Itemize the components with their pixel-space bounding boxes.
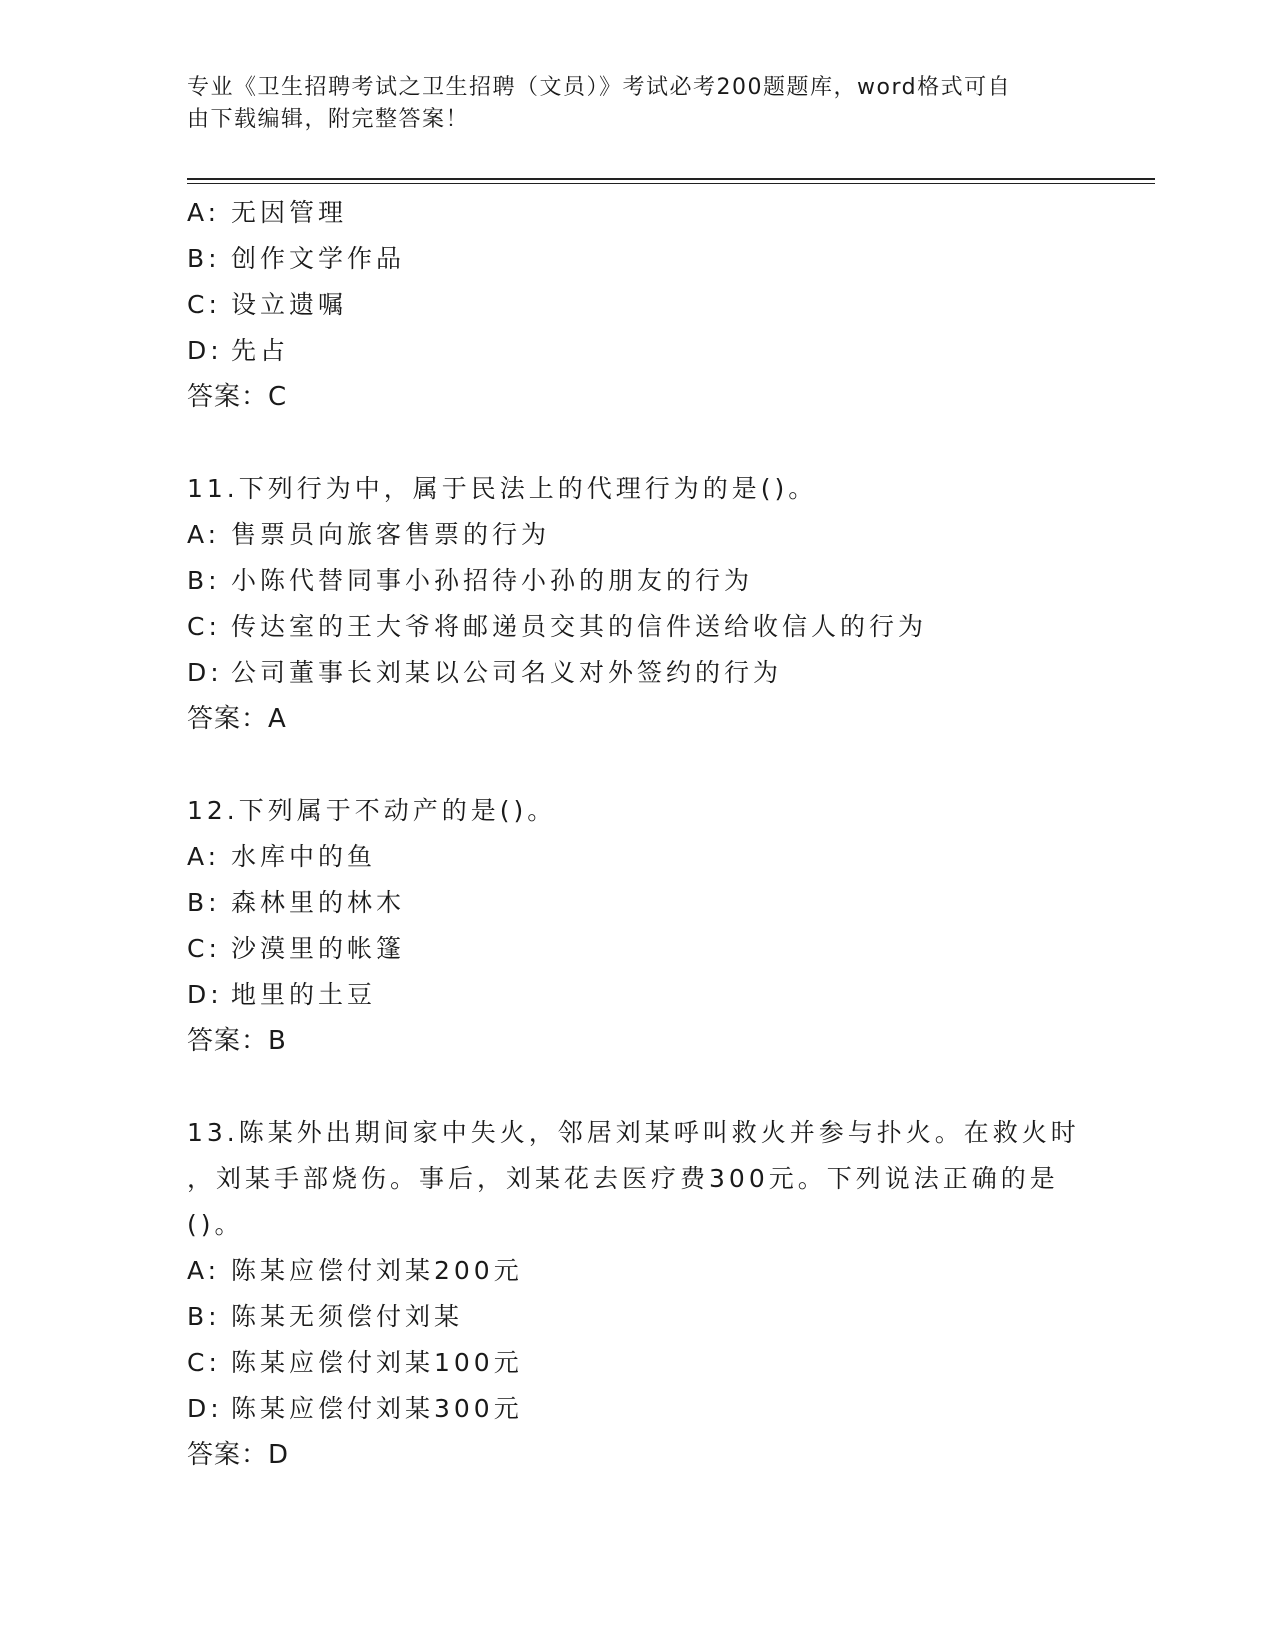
option-d: D: 陈某应偿付刘某300元	[187, 1394, 523, 1423]
question-block-12	[187, 788, 1117, 1064]
header-line-1: 专业《卫生招聘考试之卫生招聘（文员）》考试必考200题题库，word格式可自	[187, 75, 1012, 100]
question-stem-line-2: ，刘某手部烧伤。事后，刘某花去医疗费300元。下列说法正确的是	[187, 1164, 1059, 1193]
question-block-13	[187, 1110, 1117, 1478]
answer: 答案：A	[187, 704, 287, 734]
option-a: A: 无因管理	[187, 198, 348, 227]
option-d: D: 先占	[187, 336, 290, 365]
option-a: A: 售票员向旅客售票的行为	[187, 520, 551, 549]
option-b: B: 陈某无须偿付刘某	[187, 1302, 464, 1331]
header-line-2: 由下载编辑，附完整答案！	[187, 107, 470, 132]
header-divider-thin	[187, 183, 1155, 184]
option-b: B: 小陈代替同事小孙招待小孙的朋友的行为	[187, 566, 754, 595]
question-block-11	[187, 466, 1117, 742]
question-stem: 12.下列属于不动产的是()。	[187, 796, 557, 825]
answer: 答案：B	[187, 1026, 287, 1056]
spacer	[187, 420, 1117, 466]
page-header	[187, 72, 1087, 136]
question-stem: 11.下列行为中，属于民法上的代理行为的是()。	[187, 474, 818, 503]
question-list	[187, 190, 1117, 1478]
option-d: D: 公司董事长刘某以公司名义对外签约的行为	[187, 658, 783, 687]
option-b: B: 森林里的林木	[187, 888, 406, 917]
answer: 答案：D	[187, 1440, 290, 1470]
spacer	[187, 1064, 1117, 1110]
option-a: A: 水库中的鱼	[187, 842, 377, 871]
option-c: C: 设立遗嘱	[187, 290, 348, 319]
answer: 答案：C	[187, 382, 288, 412]
question-block-10	[187, 190, 1117, 420]
option-a: A: 陈某应偿付刘某200元	[187, 1256, 523, 1285]
spacer	[187, 742, 1117, 788]
option-d: D: 地里的土豆	[187, 980, 377, 1009]
question-stem-line-3: ()。	[187, 1210, 244, 1239]
question-stem-line-1: 13.陈某外出期间家中失火，邻居刘某呼叫救火并参与扑火。在救火时	[187, 1118, 1080, 1147]
option-c: C: 陈某应偿付刘某100元	[187, 1348, 523, 1377]
option-b: B: 创作文学作品	[187, 244, 406, 273]
option-c: C: 传达室的王大爷将邮递员交其的信件送给收信人的行为	[187, 612, 928, 641]
header-divider-thick	[187, 178, 1155, 180]
option-c: C: 沙漠里的帐篷	[187, 934, 406, 963]
